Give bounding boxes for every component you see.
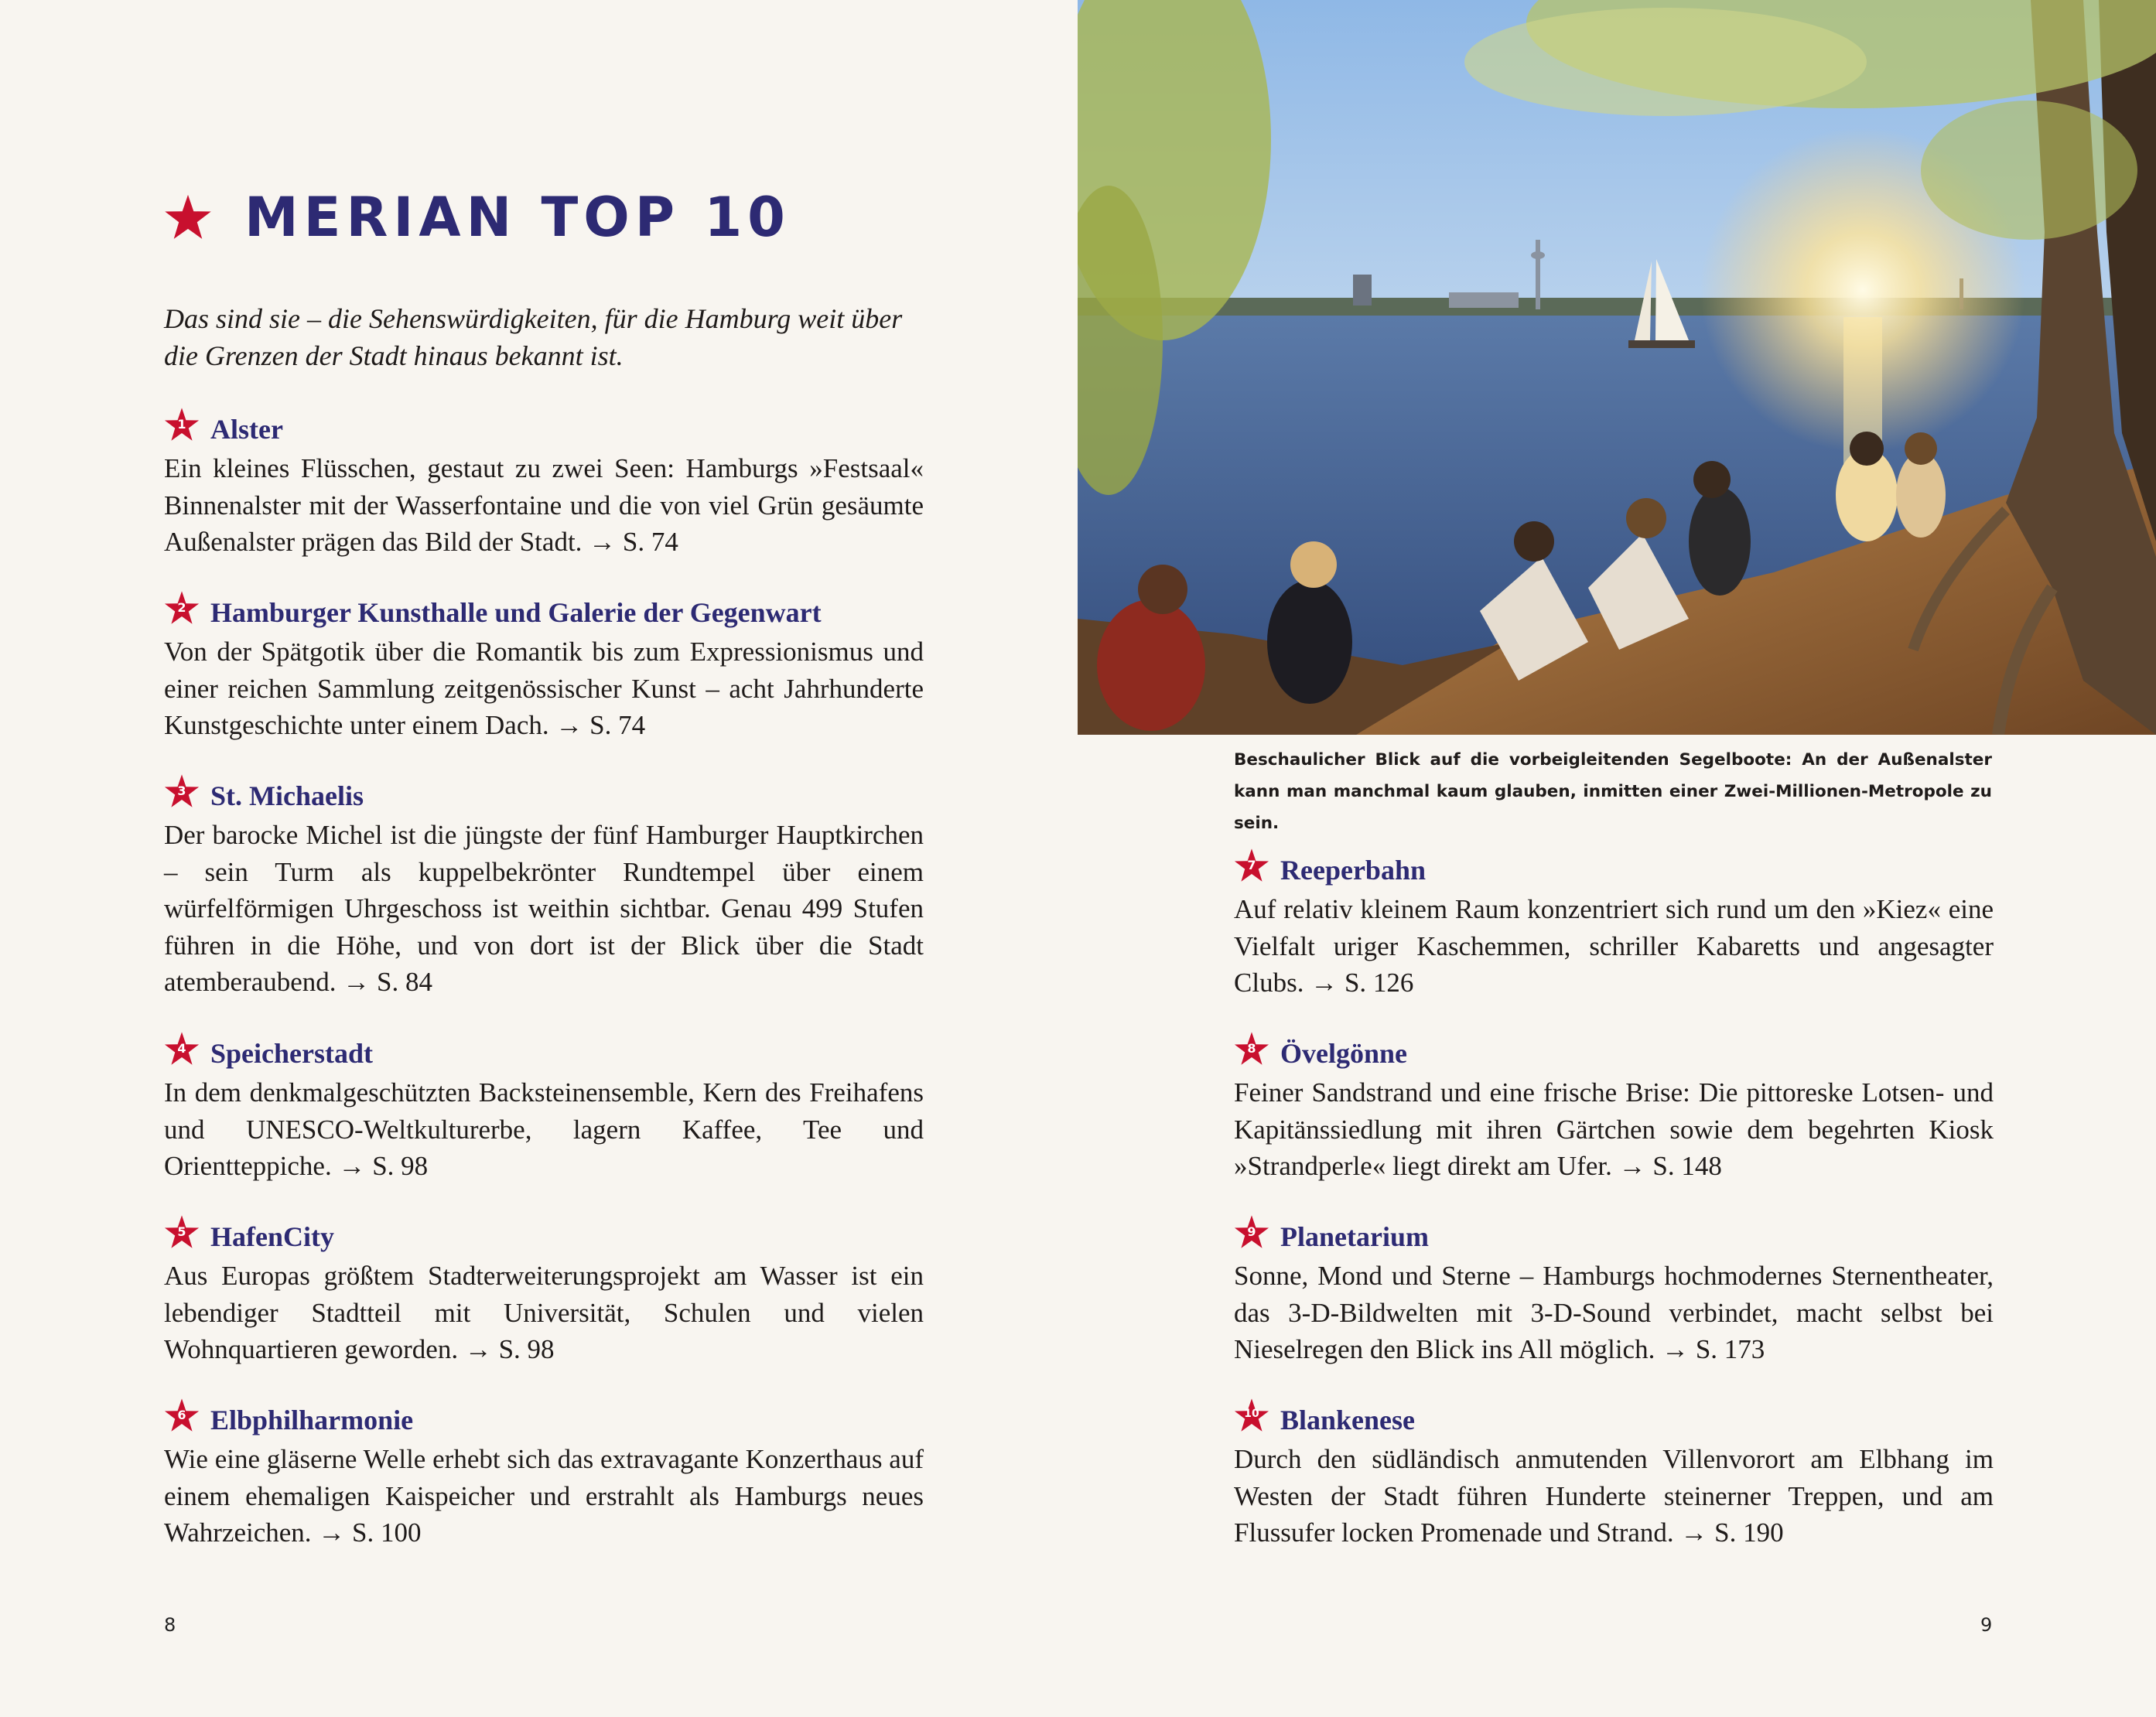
- top-entry-4: [164, 1034, 924, 1185]
- entry-title: HafenCity: [210, 1221, 334, 1252]
- number-badge: [1234, 848, 1269, 883]
- entry-title: Blankenese: [1280, 1405, 1416, 1435]
- badge-number: 10: [1244, 1408, 1259, 1420]
- number-badge: [164, 1031, 200, 1067]
- photo-caption: Beschaulicher Blick auf die vorbeigleitenden Segelboote: An der Außenalster kann man manchmal kaum glauben, inmitten einer Zwei-Millionen-Metropole zu sein.: [1234, 750, 1992, 833]
- entry-title: Elbphilharmonie: [210, 1405, 414, 1435]
- entry-title: Planetarium: [1280, 1221, 1429, 1252]
- entry-title: Alster: [210, 414, 283, 445]
- top-entry-7: [1234, 851, 1994, 1002]
- page-number-left: 8: [164, 1614, 176, 1636]
- top-entry-5: [164, 1217, 924, 1368]
- entry-title: St. Michaelis: [210, 780, 364, 811]
- badge-number: 1: [177, 417, 186, 432]
- number-badge: [164, 773, 200, 809]
- entry-text: Wie eine gläserne Welle erhebt sich das extravagante Konzerthaus auf einem ehemaligen Kaispeicher und erstrahlt als Hamburgs neues Wahrzeichen. → S. 100: [164, 1444, 924, 1548]
- sailboat-lake-image: [1078, 0, 2156, 735]
- top-entry-6: [164, 1401, 924, 1551]
- entry-text: Der barocke Michel ist die jüngste der fünf Hamburger Hauptkirchen – sein Turm als kuppelbekrönter Rundtempel über einem würfelförmigen Uhrgeschoss ist weithin sichtbar. Genau 499 Stufen führen in die Höhe, und von dort ist der Blick über die Stadt atemberaubend. → S. 84: [164, 820, 924, 997]
- top-entry-10: [1234, 1401, 1994, 1551]
- number-badge: [1234, 1398, 1269, 1433]
- number-badge: [1234, 1214, 1269, 1250]
- number-badge: [164, 1214, 200, 1250]
- number-badge: [1234, 1031, 1269, 1067]
- entry-text: Durch den südländisch anmutenden Villenvorort am Elbhang im Westen der Stadt führen Hunderte steinerner Treppen, und am Flussufer locken Promenade und Strand. → S. 190: [1234, 1444, 1994, 1548]
- badge-number: 4: [177, 1041, 186, 1056]
- badge-number: 9: [1247, 1224, 1256, 1239]
- entry-title: Speicherstadt: [210, 1038, 373, 1069]
- title-text: MERIAN TOP 10: [244, 186, 791, 249]
- badge-number: 7: [1247, 858, 1256, 872]
- intro-text: Das sind sie – die Sehenswürdigkeiten, für die Hamburg weit über die Grenzen der Stadt hinaus bekannt ist.: [164, 303, 903, 371]
- entry-text: Von der Spätgotik über die Romantik bis zum Expressionismus und einer reichen Sammlung zeitgenössischer Kunst – acht Jahrhunderte Kunstgeschichte unter einem Dach. → S. 74: [164, 637, 924, 740]
- entry-title: Reeperbahn: [1280, 855, 1426, 886]
- top-entry-8: [1234, 1034, 1994, 1185]
- badge-number: 5: [177, 1224, 186, 1239]
- top-entry-3: [164, 777, 924, 1001]
- number-badge: [164, 1398, 200, 1433]
- badge-number: 8: [1247, 1041, 1256, 1056]
- entry-title: Hamburger Kunsthalle und Galerie der Gegenwart: [210, 597, 822, 628]
- number-badge: [164, 407, 200, 442]
- entry-text: Feiner Sandstrand und eine frische Brise: Die pittoreske Lotsen- und Kapitänssiedlung mit ihren Gärtchen sowie dem begehrten Kiosk »Strandperle« liegt direkt am Ufer. → S. 148: [1234, 1077, 1994, 1181]
- top-entry-9: [1234, 1217, 1994, 1368]
- entry-text: Sonne, Mond und Sterne – Hamburgs hochmodernes Sternentheater, das 3-D-Bildwelten mit 3-D-Sound verbindet, macht selbst bei Nieselregen den Blick ins All möglich. → S. 173: [1234, 1261, 1994, 1364]
- star-icon: [164, 193, 212, 241]
- page-number-right: 9: [1980, 1614, 1993, 1636]
- entry-text: In dem denkmalgeschützten Backsteinensemble, Kern des Freihafens und UNESCO-Weltkulturerbe, lagern Kaffee, Tee und Orientteppiche. → S. 98: [164, 1077, 924, 1181]
- entry-title: Övelgönne: [1280, 1038, 1408, 1069]
- top-entry-1: [164, 410, 924, 561]
- badge-number: 2: [177, 600, 186, 615]
- badge-number: 3: [177, 783, 186, 798]
- entry-text: Ein kleines Flüsschen, gestaut zu zwei Seen: Hamburgs »Festsaal« Binnenalster mit der Wasserfontaine und die von viel Grün gesäumte Außenalster prägen das Bild der Stadt. → S. 74: [164, 453, 924, 557]
- alster-photo: [1078, 0, 2156, 735]
- entry-text: Aus Europas größtem Stadterweiterungsprojekt am Wasser ist ein lebendiger Stadtteil mit Universität, Schulen und vielen Wohnquartieren geworden. → S. 98: [164, 1261, 924, 1364]
- entry-text: Auf relativ kleinem Raum konzentriert sich rund um den »Kiez« eine Vielfalt uriger Kaschemmen, schriller Kabaretts und angesagter Clubs. → S. 126: [1234, 894, 1994, 998]
- number-badge: [164, 590, 200, 626]
- page-title: [164, 186, 791, 249]
- top-entry-2: [164, 593, 924, 744]
- badge-number: 6: [177, 1408, 186, 1422]
